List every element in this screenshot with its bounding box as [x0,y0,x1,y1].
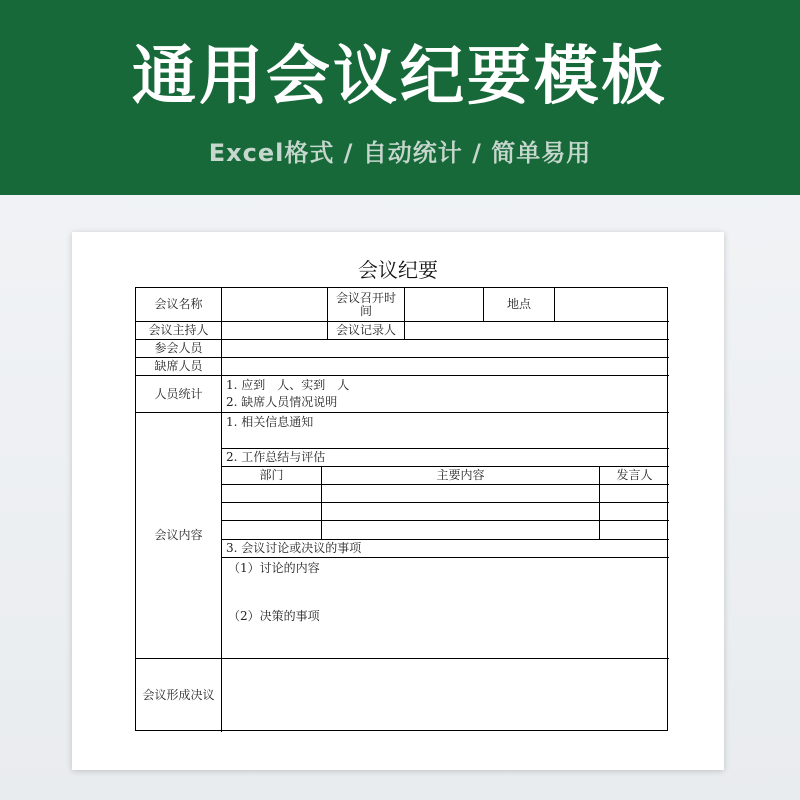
staff-stats-line: 2. 缺席人员情况说明 [226,395,338,409]
summary-col-department: 部门 [222,467,322,485]
summary-cell[interactable] [600,503,669,521]
summary-cell[interactable] [322,521,600,540]
staff-stats-field[interactable] [222,376,669,413]
absentees-label: 缺席人员 [136,358,222,376]
location-field[interactable] [555,288,669,322]
meeting-name-field[interactable] [222,288,328,322]
meeting-time-label: 会议召开时间 [328,288,405,322]
document-sheet [72,232,724,770]
resolution-field[interactable] [222,659,669,732]
banner-title: 通用会议纪要模板 [132,40,668,114]
attendees-field[interactable] [222,340,669,358]
summary-col-content: 主要内容 [322,467,600,485]
meeting-time-field[interactable] [405,288,484,322]
summary-cell[interactable] [322,485,600,503]
minutes-form [135,287,668,731]
header-banner [0,0,800,195]
discussion-field[interactable] [222,558,669,659]
decision-items-label: （2）决策的事项 [228,609,320,623]
location-label: 地点 [484,288,555,322]
summary-heading: 2. 工作总结与评估 [222,449,669,467]
meeting-name-label: 会议名称 [136,288,222,322]
info-notice-field[interactable] [222,413,669,449]
attendees-label: 参会人员 [136,340,222,358]
summary-col-speaker: 发言人 [600,467,669,485]
resolution-label: 会议形成决议 [136,659,222,732]
summary-cell[interactable] [600,521,669,540]
summary-cell[interactable] [222,485,322,503]
document-title: 会议纪要 [358,258,438,282]
info-notice-heading: 1. 相关信息通知 [226,415,314,429]
discussion-heading: 3. 会议讨论或决议的事项 [222,540,669,558]
staff-stats-line: 1. 应到 人、实到 人 [226,378,350,392]
summary-cell[interactable] [322,503,600,521]
host-field[interactable] [222,322,328,340]
staff-stats-label: 人员统计 [136,376,222,413]
summary-cell[interactable] [600,485,669,503]
content-label: 会议内容 [136,413,222,659]
discussion-topic-label: （1）讨论的内容 [228,561,320,575]
host-label: 会议主持人 [136,322,222,340]
summary-cell[interactable] [222,521,322,540]
summary-cell[interactable] [222,503,322,521]
banner-subtitle: Excel格式 / 自动统计 / 简单易用 [208,139,592,167]
absentees-field[interactable] [222,358,669,376]
recorder-label: 会议记录人 [328,322,405,340]
recorder-field[interactable] [405,322,669,340]
